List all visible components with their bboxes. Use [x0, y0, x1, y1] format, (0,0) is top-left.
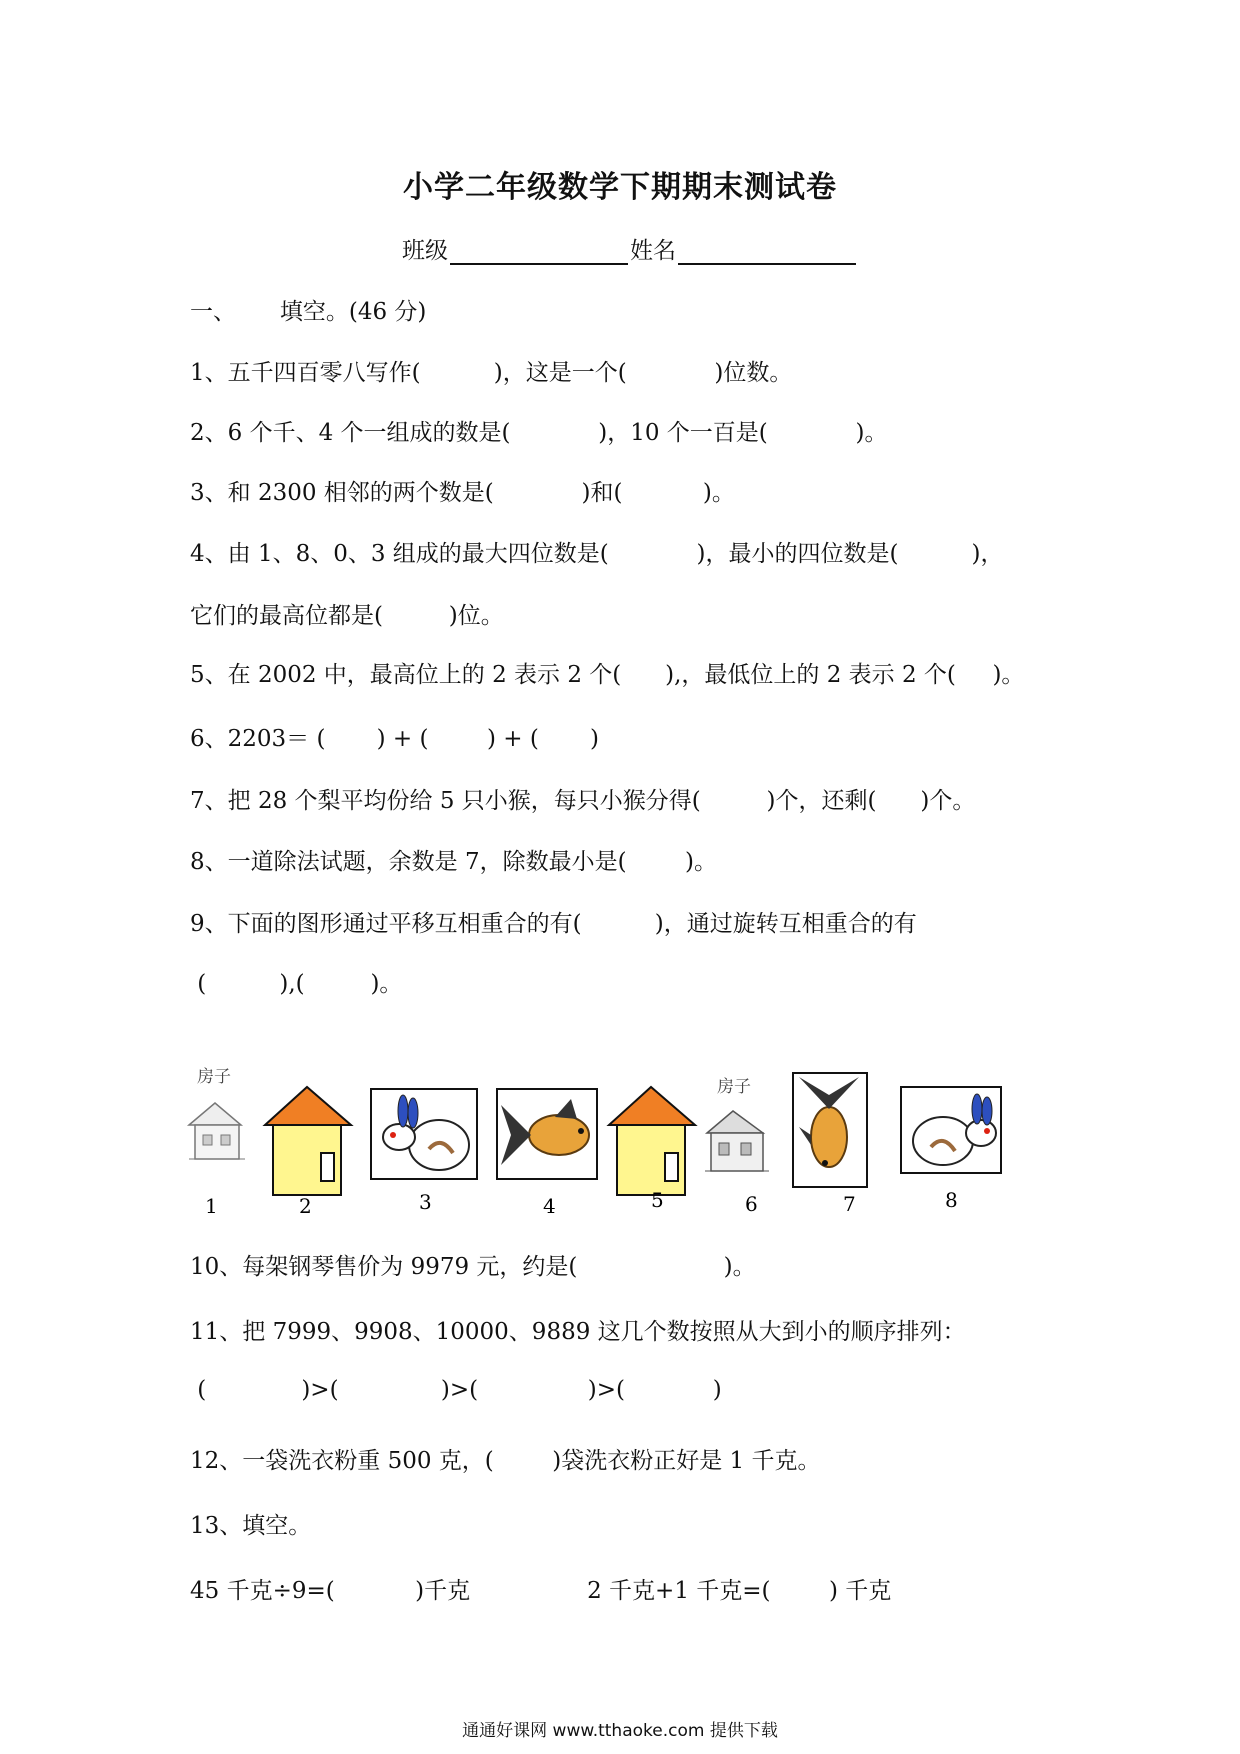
class-name-line [402, 232, 858, 265]
figures-svg [185, 1065, 1025, 1215]
fish-figure-7 [793, 1073, 867, 1187]
rabbit-figure-3 [371, 1089, 477, 1179]
question-9: 9、下面的图形通过平移互相重合的有( )，通过旋转互相重合的有 [190, 911, 917, 937]
figure-number-1: 1 [205, 1194, 218, 1215]
page-title: 小学二年级数学下期期末测试卷 [403, 170, 837, 205]
figure-number-2: 2 [299, 1194, 312, 1215]
sketch-label-6: 房子 [717, 1077, 751, 1097]
class-label: 班级 [402, 238, 448, 264]
question-11: 11、把 7999、9908、10000、9889 这几个数按照从大到小的顺序排列： [190, 1319, 966, 1345]
question-9-cont: ( ),( )。 [190, 971, 403, 997]
question-1: 1、五千四百零八写作( )，这是一个( )位数。 [190, 360, 793, 386]
figure-number-5: 5 [651, 1188, 664, 1212]
name-label: 姓名 [630, 238, 676, 264]
question-2: 2、6 个千、4 个一组成的数是( )，10 个一百是( )。 [190, 420, 888, 446]
goldfish-figure-4 [497, 1089, 597, 1179]
question-13-items: 45 千克÷9=( )千克 2 千克+1 千克=( ) 千克 [190, 1578, 892, 1604]
question-11-blanks: ( )>( )>( )>( ) [190, 1377, 722, 1403]
house-sketch-figure-6 [705, 1077, 769, 1171]
house-figure-2 [265, 1087, 351, 1195]
question-6: 6、2203＝ ( ) + ( ) + ( ) [190, 726, 599, 752]
class-blank [450, 239, 628, 265]
question-10: 10、每架钢琴售价为 9979 元，约是( )。 [190, 1254, 756, 1280]
house-sketch-figure-1 [189, 1067, 245, 1159]
question-5: 5、在 2002 中，最高位上的 2 表示 2 个( ),，最低位上的 2 表示 2 个( )。 [190, 662, 1025, 688]
figures-row [185, 1065, 1025, 1215]
question-8: 8、一道除法试题，余数是 7，除数最小是( )。 [190, 849, 718, 875]
question-7: 7、把 28 个梨平均份给 5 只小猴，每只小猴分得( )个，还剩( )个。 [190, 788, 976, 814]
question-3: 3、和 2300 相邻的两个数是( )和( )。 [190, 480, 735, 506]
figure-number-8: 8 [945, 1188, 958, 1212]
section-heading: 一、 填空。(46 分) [190, 299, 427, 325]
question-4-cont: 它们的最高位都是( )位。 [190, 603, 504, 629]
figure-number-3: 3 [419, 1190, 432, 1214]
house-figure-5 [609, 1087, 695, 1195]
sketch-label-1: 房子 [197, 1067, 231, 1087]
rabbit-figure-8 [901, 1087, 1001, 1173]
figure-number-6: 6 [745, 1192, 758, 1215]
figure-number-4: 4 [543, 1194, 556, 1215]
footer-credit: 通通好课网 www.tthaoke.com 提供下载 [462, 1721, 778, 1741]
name-blank [678, 239, 856, 265]
question-4: 4、由 1、8、0、3 组成的最大四位数是( )，最小的四位数是( )， [190, 541, 1004, 567]
question-13: 13、填空。 [190, 1513, 312, 1539]
question-12: 12、一袋洗衣粉重 500 克，( )袋洗衣粉正好是 1 千克。 [190, 1448, 821, 1474]
figure-number-7: 7 [843, 1192, 856, 1215]
